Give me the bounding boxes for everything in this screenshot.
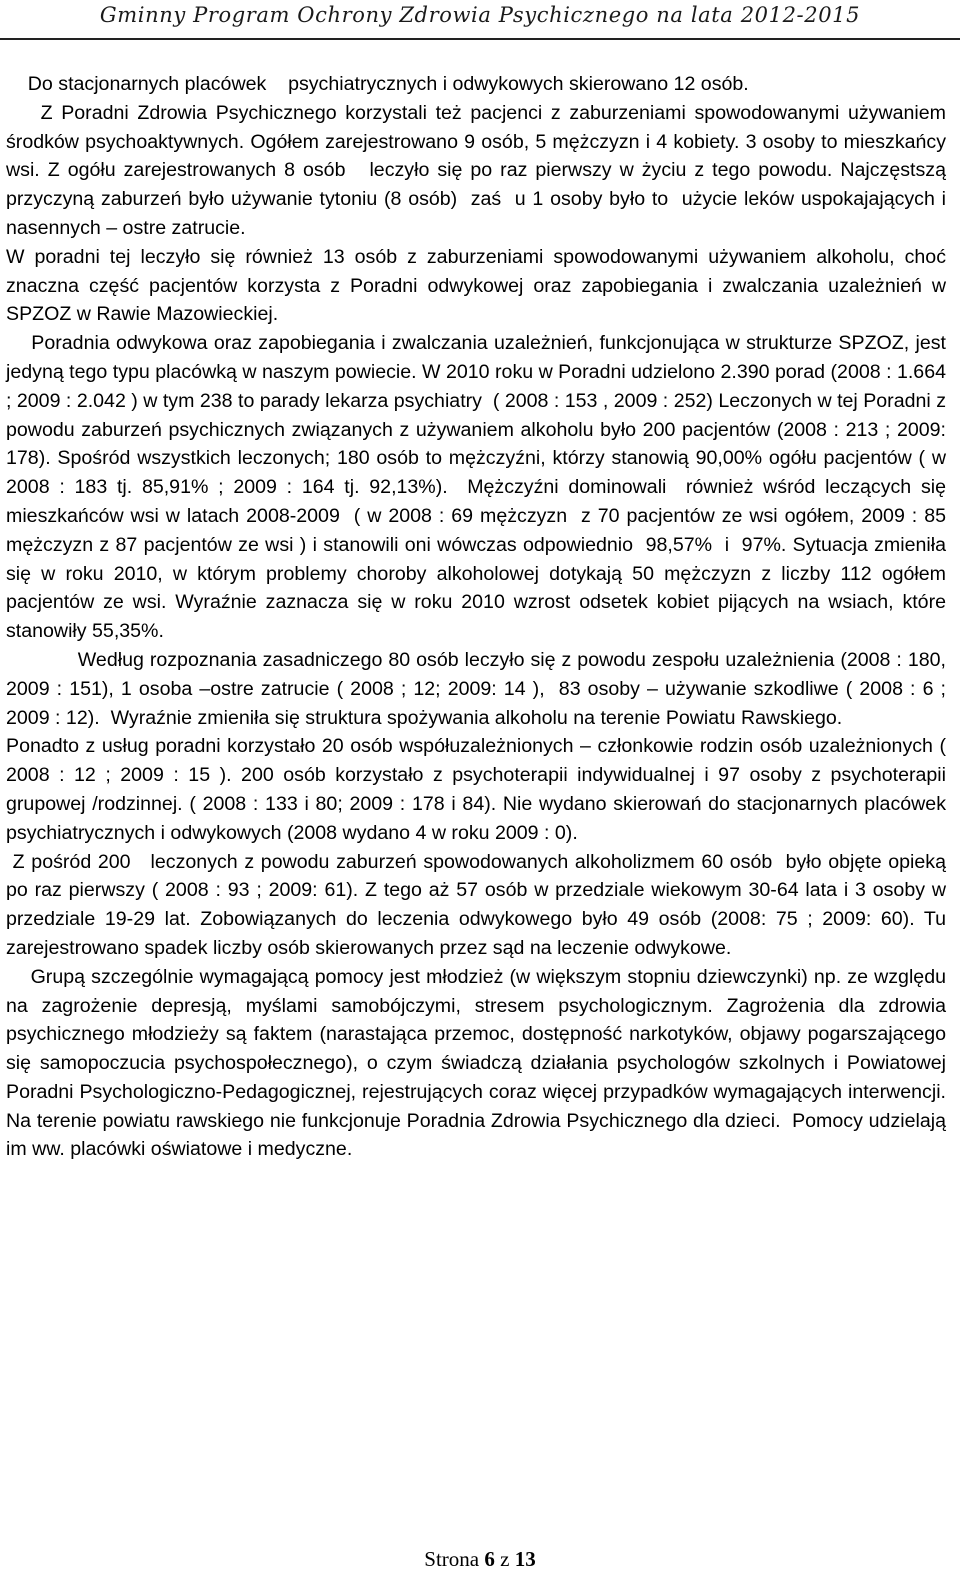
paragraph: Do stacjonarnych placówek psychiatrycznych i odwykowych skierowano 12 osób. (6, 73, 749, 95)
page-separator: z (500, 1547, 510, 1571)
paragraph: Ponadto z usług poradni korzystało 20 osób współuzależnionych – członkowie rodzin osób uzależnionych ( 2008 : 12 ; 2009 : 15 ). 200 osób korzystało z psychoterapii indywidualnej i 97 osoby z psychoterapii grupowej /rodzinnej. ( 2008 : 133 i 80; 2009 : 178 i 84). Nie wydano skierowań do stacjonarnych placówek psychiatrycznych i odwykowych (2008 wydano 4 w roku 2009 : 0). (6, 735, 946, 844)
paragraph: Z Poradni Zdrowia Psychicznego korzystali też pacjenci z zaburzeniami spowodowanymi używaniem środków psychoaktywnych. Ogółem zarejestrowano 9 osób, 5 mężczyzn i 4 kobiety. 3 osoby to mieszkańcy wsi. Z ogółu zarejestrowanych 8 osób leczyło się po raz pierwszy w życiu z tego powodu. Najczęstszą przyczyną zaburzeń było używanie tytoniu (8 osób) zaś u 1 osoby było to użycie leków uspokajających i nasennych – ostre zatrucie. (6, 101, 952, 239)
current-page: 6 (484, 1547, 495, 1571)
page-number (0, 1545, 960, 1573)
page-header-title: Gminny Program Ochrony Zdrowia Psychicznego na lata 2012-2015 (99, 3, 861, 27)
header-divider (0, 38, 960, 40)
paragraph: Z pośród 200 leczonych z powodu zaburzeń spowodowanych alkoholizmem 60 osób było objęte opieką po raz pierwszy ( 2008 : 93 ; 2009: 61). Z tego aż 57 osób w przedziale wiekowym 30-64 lata i 3 osoby w przedziale 19-29 lat. Zobowiązanych do leczenia odwykowego było 49 osób (2008: 75 ; 2009: 60). Tu zarejestrowano spadek liczby osób skierowanych przez sąd na leczenie odwykowe. (6, 850, 952, 959)
paragraph: Poradnia odwykowa oraz zapobiegania i zwalczania uzależnień, funkcjonująca w strukturze SPZOZ, jest jedyną tego typu placówką w naszym powiecie. W 2010 roku w Poradni udzielono 2.390 porad (2008 : 1.664 ; 2009 : 2.042 ) w tym 238 to parady lekarza psychiatry ( 2008 : 153 , 2009 : 252) Leczonych w tej Poradni z powodu zaburzeń psychicznych związanych z używaniem alkoholu było 200 pacjentów (2008 : 213 ; 2009: 178). Spośród wszystkich leczonych; 180 osób to mężczyźni, którzy stanowią 90,00% ogółu pacjentów ( w 2008 : 183 tj. 85,91% ; 2009 : 164 tj. 92,13%). Mężczyźni dominowali również wśród leczących się mieszkańców wsi w latach 2008-2009 ( w 2008 : 69 mężczyzn z 70 pacjentów ze wsi ogółem, 2009 : 85 mężczyzn z 87 pacjentów ze wsi ) i stanowili oni wówczas odpowiednio 98,57% i 97%. Sytuacja zmieniła się w roku 2010, w którym problemy choroby alkoholowej dotykają 50 mężczyzn z liczby 112 ogółem pacjentów ze wsi. Wyraźnie zaznacza się w roku 2010 wzrost odsetek kobiet pijących na wsiach, które stanowiły 55,35%. (6, 332, 952, 643)
document-body (6, 70, 952, 1164)
page-label: Strona (424, 1547, 480, 1571)
paragraph: W poradni tej leczyło się również 13 osób z zaburzeniami spowodowanymi używaniem alkoholu, choć znaczna część pacjentów korzysta z Poradni odwykowej oraz zapobiegania i zwalczania uzależnień w SPZOZ w Rawie Mazowieckiej. (6, 245, 946, 326)
total-pages: 13 (514, 1547, 536, 1571)
paragraph: Grupą szczególnie wymagającą pomocy jest młodzież (w większym stopniu dziewczynki) np. ze względu na zagrożenie depresją, myślami samobójczymi, stresem psychologicznym. Zagrożenia dla zdrowia psychicznego młodzieży są faktem (narastająca przemoc, dostępność narkotyków, objawy pogarszającego się samopoczucia psychospołecznego), o czym świadczą działania psychologów szkolnych i Powiatowej Poradni Psychologiczno-Pedagogicznej, rejestrujących coraz więcej przypadków wymagających interwencji. Na terenie powiatu rawskiego nie funkcjonuje Poradnia Zdrowia Psychicznego dla dzieci. Pomocy udzielają im ww. placówki oświatowe i medyczne. (6, 965, 952, 1161)
paragraph: Według rozpoznania zasadniczego 80 osób leczyło się z powodu zespołu uzależnienia (2008 : 180, 2009 : 151), 1 osoba –ostre zatrucie ( 2008 ; 12; 2009: 14 ), 83 osoby – używanie szkodliwe ( 2008 : 6 ; 2009 : 12). Wyraźnie zmieniła się struktura spożywania alkoholu na terenie Powiatu Rawskiego. (6, 648, 952, 729)
